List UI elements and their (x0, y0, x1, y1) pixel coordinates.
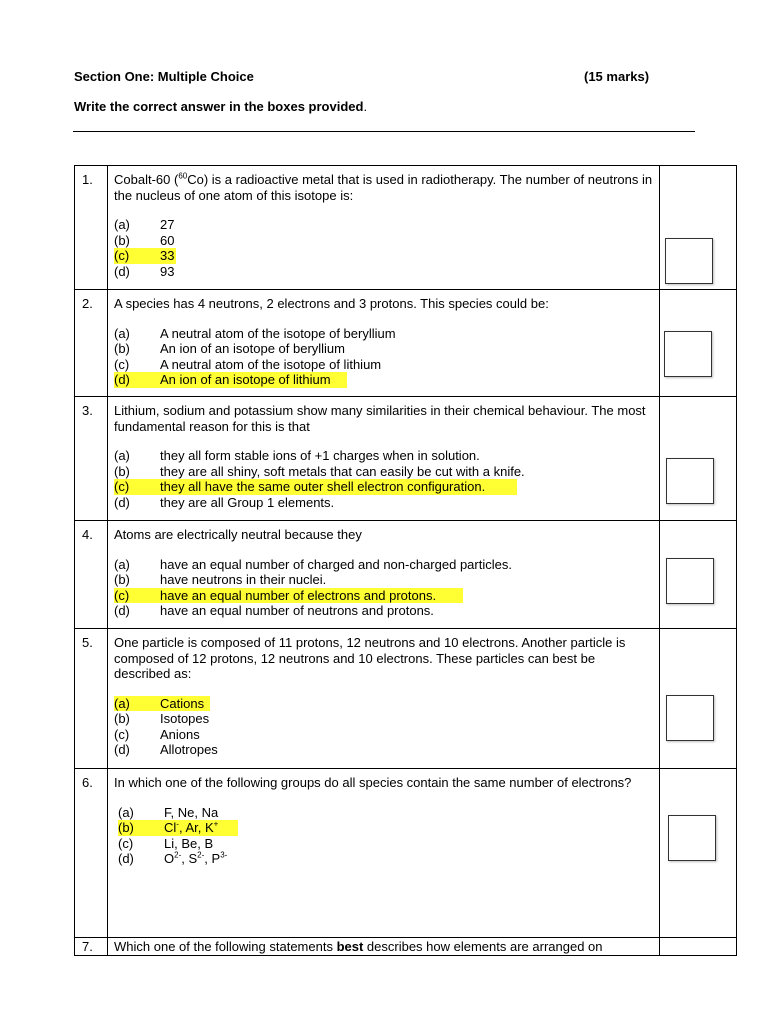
stem-text: describes how elements are arranged on (363, 939, 603, 954)
option-text: have neutrons in their nuclei. (160, 572, 327, 587)
option-label: (b) (114, 711, 130, 726)
answer-box[interactable] (666, 458, 714, 504)
option-label: (d) (118, 851, 134, 866)
option-c (114, 357, 653, 373)
question-stem: A species has 4 neutrons, 2 electrons and 3 protons. This species could be: (114, 296, 549, 311)
option-text: they are all shiny, soft metals that can easily be cut with a knife. (160, 463, 525, 479)
question-row (75, 629, 737, 769)
option-c-highlighted (114, 479, 653, 495)
option-b (114, 233, 653, 249)
option-text: they are all Group 1 elements. (160, 494, 335, 510)
question-number: 1. (75, 166, 108, 290)
answer-cell (660, 769, 737, 938)
option-text (164, 851, 227, 867)
option-b-highlighted (114, 820, 653, 836)
answer-box[interactable] (666, 558, 714, 604)
option-text: Anions (160, 726, 200, 742)
option-label: (c) (114, 356, 130, 372)
option-text: An ion of an isotope of lithium (160, 372, 331, 387)
option-label: (d) (114, 742, 130, 757)
question-number: 3. (75, 397, 108, 521)
option-label: (c) (118, 835, 134, 851)
option-text: 33 (160, 248, 175, 263)
option-label: (d) (114, 372, 130, 387)
question-stem (114, 172, 653, 203)
option-label: (a) (114, 556, 130, 572)
question-row (75, 397, 737, 521)
option-a (114, 448, 653, 464)
option-label: (a) (114, 325, 130, 341)
option-b (114, 711, 653, 727)
option-label: (a) (114, 695, 130, 711)
option-text: A neutral atom of the isotope of beryllium (160, 325, 396, 341)
question-body (108, 769, 660, 938)
option-a (114, 805, 653, 821)
option-text: Allotropes (160, 742, 218, 757)
option-label: (c) (114, 726, 130, 742)
option-text: they all have the same outer shell electron configuration. (160, 479, 486, 494)
option-a (114, 326, 653, 342)
option-text: Cations (160, 695, 205, 711)
stem-text: Cobalt-60 ( (114, 172, 179, 187)
question-body (108, 290, 660, 397)
question-stem: Atoms are electrically neutral because they (114, 527, 362, 542)
question-number: 7. (75, 938, 108, 956)
option-label: (b) (114, 463, 130, 479)
option-a-highlighted (114, 696, 653, 712)
option-c (114, 727, 653, 743)
answer-box[interactable] (668, 815, 716, 861)
superscript-mass-number: 60 (178, 171, 188, 181)
option-label: (d) (114, 263, 130, 279)
question-stem (108, 938, 660, 956)
instruction-text: Write the correct answer in the boxes provided (74, 99, 364, 114)
option-d (114, 851, 653, 867)
option-label: (a) (118, 804, 134, 820)
answer-cell (660, 521, 737, 629)
section-title: Section One: Multiple Choice (74, 69, 254, 84)
question-stem: In which one of the following groups do all species contain the same number of electrons? (114, 775, 632, 790)
question-number: 2. (75, 290, 108, 397)
question-body (108, 166, 660, 290)
option-label: (c) (114, 479, 130, 494)
option-label: (b) (114, 572, 130, 587)
option-label: (c) (114, 248, 130, 263)
answer-cell (660, 166, 737, 290)
stem-text: Co) is a radioactive metal that is used in radiotherapy. The number of neutrons in the nucleus of one atom of this isotope is: (114, 172, 653, 203)
option-c-highlighted (114, 248, 653, 264)
option-d (114, 264, 653, 280)
option-label: (c) (114, 587, 130, 603)
formula-part: , S (181, 851, 198, 866)
option-b (114, 341, 653, 357)
option-b (114, 572, 653, 588)
answer-box[interactable] (666, 695, 714, 741)
question-number: 5. (75, 629, 108, 769)
option-text: Li, Be, B (164, 835, 214, 851)
stem-text: Which one of the following statements (114, 939, 337, 954)
question-row (75, 166, 737, 290)
answer-cell (660, 938, 737, 956)
answer-box[interactable] (664, 331, 712, 377)
formula-part: O (164, 851, 175, 866)
charge-superscript: + (213, 819, 219, 829)
answer-cell (660, 629, 737, 769)
stem-emphasis: best (336, 939, 364, 954)
formula-part: Cl (164, 820, 177, 835)
option-text: An ion of an isotope of beryllium (160, 341, 345, 356)
option-text: A neutral atom of the isotope of lithium (160, 356, 382, 372)
option-label: (b) (114, 341, 130, 356)
question-row (75, 938, 737, 956)
charge-superscript: 2- (197, 850, 205, 860)
question-row (75, 521, 737, 629)
answer-box[interactable] (665, 238, 713, 284)
option-text: they all form stable ions of +1 charges when in solution. (160, 448, 480, 463)
charge-superscript: 3- (220, 850, 228, 860)
option-label: (d) (114, 603, 130, 618)
option-label: (b) (114, 232, 130, 248)
option-label: (b) (118, 820, 134, 835)
option-text: 60 (160, 232, 175, 248)
question-stem: One particle is composed of 11 protons, 12 neutrons and 10 electrons. Another particle is composed of 12 protons, 12 neutrons and 10 electrons. These particles can best be described as: (114, 635, 626, 681)
question-body (108, 521, 660, 629)
formula-part: , P (204, 851, 221, 866)
option-text: have an equal number of charged and non-charged particles. (160, 556, 512, 572)
option-d (114, 742, 653, 758)
header-divider (73, 131, 695, 132)
option-text: 27 (160, 217, 175, 232)
question-number: 6. (75, 769, 108, 938)
option-label: (d) (114, 494, 130, 510)
option-text: 93 (160, 263, 175, 279)
option-text: F, Ne, Na (164, 804, 219, 820)
option-d (114, 495, 653, 511)
instruction (74, 99, 367, 114)
option-text (164, 820, 218, 836)
answer-cell (660, 397, 737, 521)
marks-label: (15 marks) (584, 69, 650, 84)
charge-superscript: 2- (174, 850, 182, 860)
option-d (114, 603, 653, 619)
question-row (75, 769, 737, 938)
option-text: Isotopes (160, 711, 210, 726)
question-body (108, 629, 660, 769)
option-label: (a) (114, 448, 130, 463)
question-stem: Lithium, sodium and potassium show many similarities in their chemical behaviour. The most fundamental reason for this is that (114, 403, 646, 434)
option-a (114, 557, 653, 573)
question-row (75, 290, 737, 397)
charge-superscript: - (176, 819, 179, 829)
option-d-highlighted (114, 372, 653, 388)
instruction-period: . (363, 99, 368, 114)
option-b (114, 464, 653, 480)
questions-table (74, 165, 737, 956)
answer-cell (660, 290, 737, 397)
question-body (108, 397, 660, 521)
formula-part: , Ar, K (178, 820, 214, 835)
option-label: (a) (114, 217, 130, 232)
option-c-highlighted (114, 588, 653, 604)
option-text: have an equal number of neutrons and protons. (160, 603, 434, 618)
option-text: have an equal number of electrons and protons. (160, 587, 437, 603)
option-a (114, 217, 653, 233)
question-number: 4. (75, 521, 108, 629)
option-c (114, 836, 653, 852)
